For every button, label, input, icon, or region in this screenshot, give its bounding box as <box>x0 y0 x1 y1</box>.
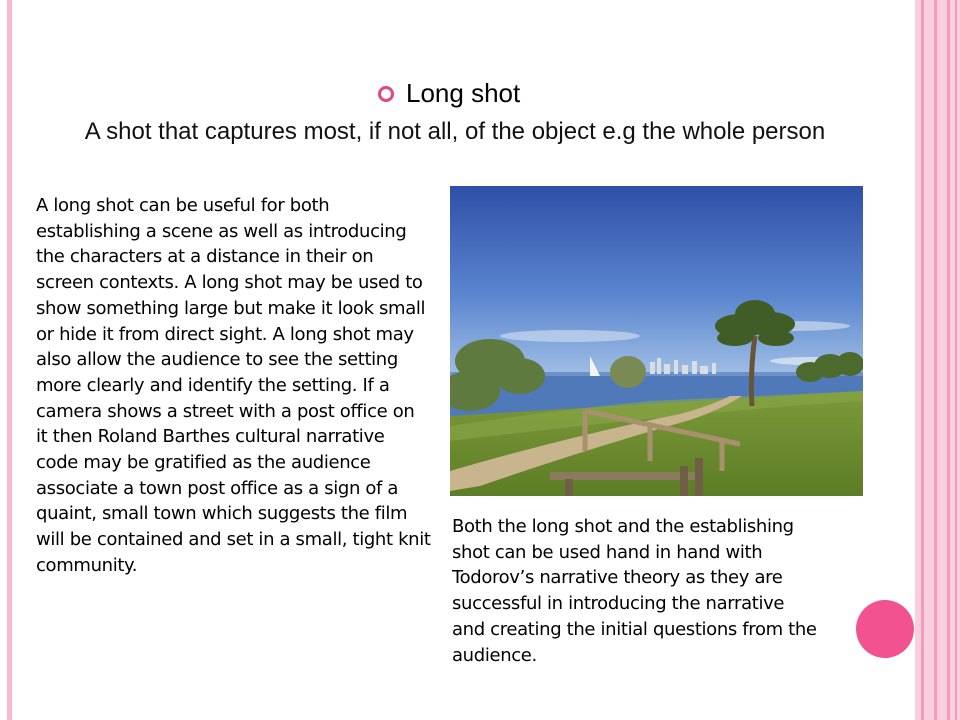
slide-subtitle: A shot that captures most, if not all, of the object e.g the whole person <box>84 118 826 145</box>
long-shot-photo <box>450 186 863 496</box>
pink-circle-icon <box>856 600 914 658</box>
slide-title: Long shot <box>406 78 521 108</box>
left-paragraph: A long shot can be useful for both establishing a scene as well as introducing the characters at a distance in their on screen contexts. A long shot may be used to show something large but make it look small or hide it from direct sight. A long shot may also allow the audience to see the setting more clearly and identify the setting. If a camera shows a street with a post office on it then Roland Barthes cultural narrative code may be gratified as the audience associate a town post office as a sign of a quaint, small town which suggests the film will be contained and set in a small, tight knit community. <box>36 195 431 576</box>
right-border-line <box>921 0 924 720</box>
right-border-line <box>934 0 937 720</box>
left-border-stripe <box>7 0 12 720</box>
ring-bullet-icon <box>378 86 394 102</box>
right-border-line <box>947 0 950 720</box>
slide-title-row <box>378 78 520 109</box>
right-border-line <box>955 0 957 720</box>
right-paragraph: Both the long shot and the establishing shot can be used hand in hand with Todorov’s narrative theory as they are successful in introducing the narrative and creating the initial questions from the audience. <box>452 516 817 666</box>
